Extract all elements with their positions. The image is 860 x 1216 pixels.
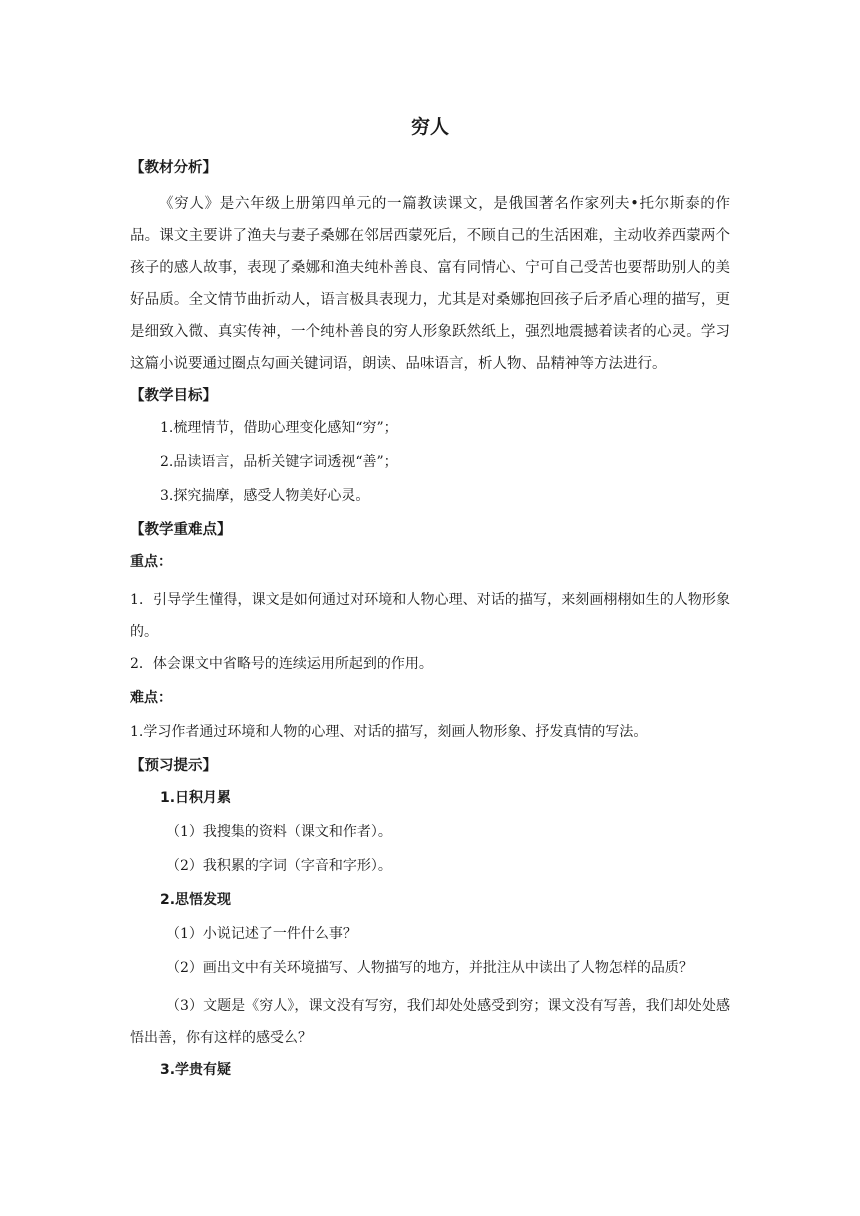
difficulty-item: 1.学习作者通过环境和人物的心理、对话的描写，刻画人物形象、抒发真情的写法。 bbox=[130, 724, 648, 740]
goal-item: 1.梳理情节，借助心理变化感知“穷”； bbox=[160, 420, 398, 436]
section-heading-key-points: 【教学重难点】 bbox=[130, 522, 232, 538]
goal-item: 3.探究揣摩，感受人物美好心灵。 bbox=[160, 488, 370, 504]
preview-item: （2）我积累的字词（字音和字形）。 bbox=[166, 858, 392, 874]
goal-item: 2.品读语言，品析关键字词透视“善”； bbox=[160, 454, 398, 470]
section-heading-goals: 【教学目标】 bbox=[130, 388, 217, 404]
section-heading-preview: 【预习提示】 bbox=[130, 758, 217, 774]
focus-label: 重点： bbox=[130, 554, 172, 570]
document-body bbox=[130, 112, 730, 1092]
preview-item: （3）文题是《穷人》，课文没有写穷，我们却处处感受到穷；课文没有写善，我们却处处感悟出善，你有这样的感受么？ bbox=[130, 998, 730, 1046]
preview-part-label: 3.学贵有疑 bbox=[160, 1062, 232, 1078]
page-title: 穷人 bbox=[410, 116, 449, 138]
preview-part-label: 1.日积月累 bbox=[160, 790, 232, 806]
preview-item: （1）小说记述了一件什么事？ bbox=[166, 926, 357, 942]
difficulty-label: 难点： bbox=[130, 690, 172, 706]
section-heading-analysis: 【教材分析】 bbox=[130, 160, 217, 176]
preview-part-label: 2.思悟发现 bbox=[160, 892, 232, 908]
focus-item: 1．引导学生懂得，课文是如何通过对环境和人物心理、对话的描写，来刻画栩栩如生的人物形象的。 bbox=[130, 592, 730, 640]
preview-item: （2）画出文中有关环境描写、人物描写的地方，并批注从中读出了人物怎样的品质？ bbox=[166, 960, 693, 976]
analysis-paragraph: 《穷人》是六年级上册第四单元的一篇教读课文，是俄国著名作家列夫•托尔斯泰的作品。课文主要讲了渔夫与妻子桑娜在邻居西蒙死后，不顾自己的生活困难，主动收养西蒙两个孩子的感人故事，表现了桑娜和渔夫纯朴善良、富有同情心、宁可自己受苦也要帮助别人的美好品质。全文情节曲折动人，语言极具表现力，尤其是对桑娜抱回孩子后矛盾心理的描写，更是细致入微、真实传神，一个纯朴善良的穷人形象跃然纸上，强烈地震撼着读者的心灵。学习这篇小说要通过圈点勾画关键词语，朗读、品味语言，析人物、品精神等方法进行。 bbox=[130, 196, 730, 372]
focus-item: 2．体会课文中省略号的连续运用所起到的作用。 bbox=[130, 656, 433, 672]
preview-item: （1）我搜集的资料（课文和作者）。 bbox=[166, 824, 392, 840]
